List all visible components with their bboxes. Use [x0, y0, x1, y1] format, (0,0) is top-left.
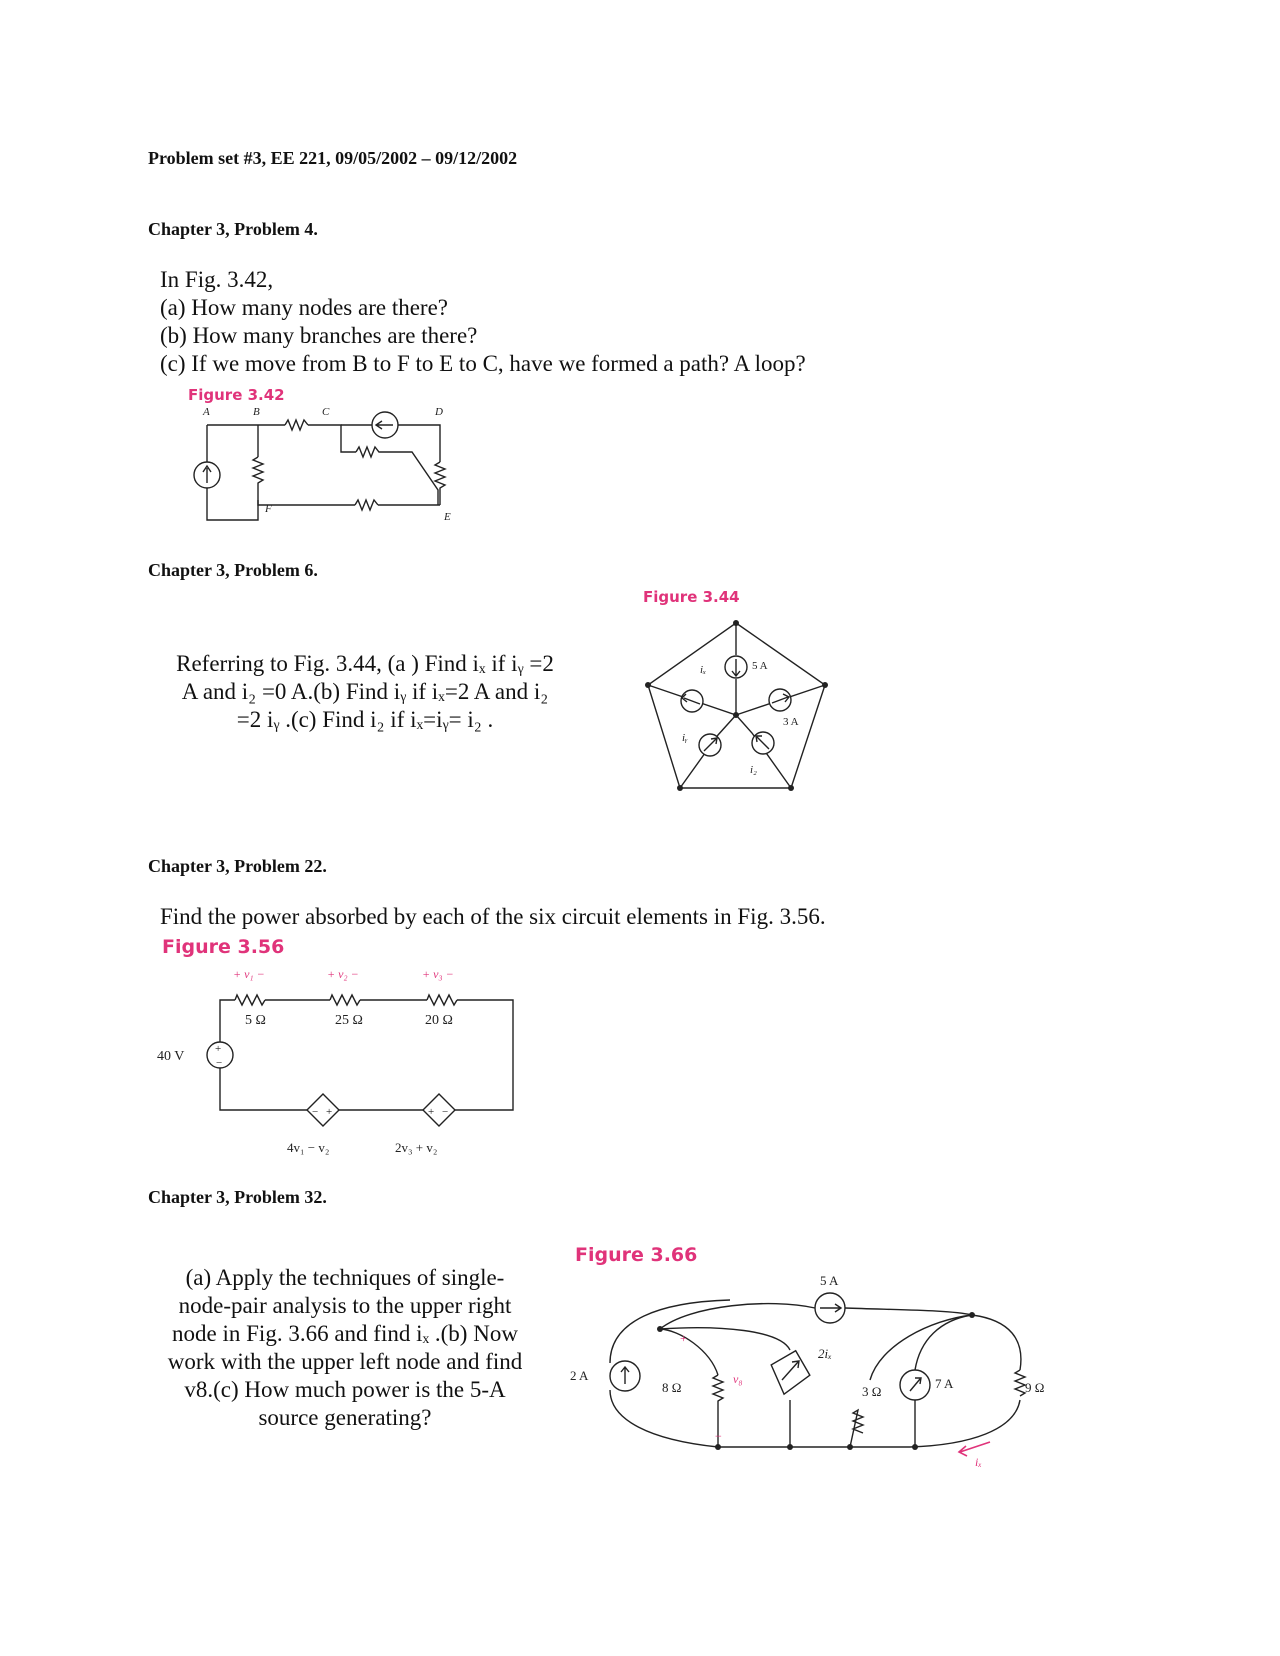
svg-text:−: −: [312, 1106, 319, 1118]
figure-label: Figure 3.42: [188, 386, 285, 404]
wire: [207, 425, 356, 452]
source-expression: 2v₃ + v₂: [395, 1140, 438, 1155]
current-label: iₓ: [700, 664, 707, 676]
svg-text:−: −: [442, 1106, 449, 1118]
svg-text:−: −: [715, 1429, 722, 1443]
problem-line: (a) Apply the techniques of single-: [185, 1265, 505, 1290]
source-label: 2iₓ: [818, 1346, 832, 1361]
wire: [660, 1329, 718, 1375]
source-label: 3 A: [783, 716, 799, 728]
wire: [207, 425, 258, 520]
dependent-source-2ix: [765, 1346, 815, 1400]
wire: [610, 1390, 718, 1447]
problem-text: [145, 1264, 545, 1432]
problem-heading: Chapter 3, Problem 4.: [148, 219, 318, 239]
wire: [910, 1315, 1021, 1447]
wire: [341, 425, 440, 462]
resistor-label: 20 Ω: [425, 1013, 453, 1028]
node-label: E: [444, 511, 451, 523]
resistor-label: 3 Ω: [862, 1384, 882, 1399]
resistor: [435, 462, 445, 505]
source-label: 5 A: [752, 660, 768, 672]
resistor: [253, 457, 263, 500]
node-label: A: [203, 406, 210, 418]
problem-line: work with the upper left node and find: [167, 1349, 523, 1374]
problem-line: Find the power absorbed by each of the six circuit elements in Fig. 3.56.: [160, 904, 826, 929]
voltage-label: + v₁ −: [233, 967, 265, 981]
resistor-5: [235, 995, 265, 1005]
wire: [356, 447, 438, 505]
problem-text: [160, 266, 920, 378]
svg-text:+: +: [326, 1106, 333, 1118]
problem-line: In Fig. 3.42,: [160, 267, 274, 292]
arrow-icon: [820, 1304, 841, 1312]
node-label: B: [253, 406, 260, 418]
arrow-icon: [959, 1442, 990, 1456]
resistor-20: [427, 995, 457, 1005]
problem-text: [150, 650, 580, 734]
page-title: Problem set #3, EE 221, 09/05/2002 – 09/12/2002: [148, 148, 518, 168]
problem-line: (b) How many branches are there?: [160, 323, 478, 348]
voltage-label: v₈: [733, 1372, 743, 1386]
problem-line: Referring to Fig. 3.44, (a ) Find iₓ if iᵧ =2: [176, 651, 554, 676]
resistor: [355, 500, 378, 510]
source-label: 5 A: [820, 1273, 839, 1288]
svg-text:−: −: [216, 1057, 223, 1069]
resistor: [285, 420, 308, 430]
problem-text: [160, 903, 960, 931]
arrow-icon: [376, 421, 393, 429]
figure-3-56: [155, 960, 525, 1160]
arrow-icon: [782, 1361, 799, 1380]
problem-line: A and i₂ =0 A.(b) Find iᵧ if iₓ=2 A and i₂: [181, 679, 549, 704]
source-label: 7 A: [935, 1376, 954, 1391]
problem-line: v8.(c) How much power is the 5-A: [184, 1377, 506, 1402]
problem-line: node-pair analysis to the upper right: [178, 1293, 512, 1318]
resistor-9: [1015, 1370, 1025, 1396]
current-label: i₂: [750, 764, 757, 776]
resistor-label: 8 Ω: [662, 1380, 682, 1395]
arrow-icon: [203, 466, 211, 483]
problem-line: node in Fig. 3.66 and find iₓ .(b) Now: [172, 1321, 518, 1346]
wire: [660, 1304, 972, 1329]
svg-text:+: +: [215, 1043, 222, 1055]
node-label: C: [322, 406, 330, 418]
source-label: 40 V: [157, 1049, 185, 1064]
source-expression: 4v₁ − v₂: [287, 1140, 330, 1155]
figure-label: Figure 3.66: [575, 1244, 698, 1266]
resistor-label: 9 Ω: [1025, 1380, 1045, 1395]
problem-line: (c) If we move from B to F to E to C, have we formed a path? A loop?: [160, 351, 806, 376]
arrow-icon: [910, 1378, 921, 1391]
node-label: D: [435, 406, 443, 418]
resistor-25: [330, 995, 360, 1005]
source-label: 2 A: [570, 1368, 589, 1383]
arrow-icon: [621, 1367, 629, 1384]
current-label: iₓ: [975, 1455, 982, 1469]
voltage-label: + v₃ −: [422, 967, 454, 981]
node-label: F: [265, 503, 272, 515]
problem-line: source generating?: [258, 1405, 432, 1430]
svg-text:+: +: [428, 1106, 435, 1118]
figure-label: Figure 3.44: [643, 588, 740, 606]
current-label: iᵧ: [682, 732, 688, 744]
figure-3-44: [640, 615, 840, 800]
figure-3-66: [570, 1270, 1060, 1470]
problem-line: (a) How many nodes are there?: [160, 295, 449, 320]
svg-text:+: +: [680, 1331, 687, 1345]
voltage-label: + v₂ −: [327, 967, 359, 981]
resistor-3: [850, 1315, 972, 1447]
problem-heading: Chapter 3, Problem 6.: [148, 560, 318, 580]
problem-heading: Chapter 3, Problem 32.: [148, 1187, 327, 1207]
problem-line: =2 iᵧ .(c) Find i₂ if iₓ=iᵧ= i₂ .: [236, 707, 494, 732]
problem-heading: Chapter 3, Problem 22.: [148, 856, 327, 876]
figure-label: Figure 3.56: [162, 936, 285, 958]
resistor-label: 25 Ω: [335, 1013, 363, 1028]
figure-3-42: [180, 405, 480, 540]
wire: [258, 500, 440, 505]
resistor-label: 5 Ω: [245, 1013, 266, 1028]
